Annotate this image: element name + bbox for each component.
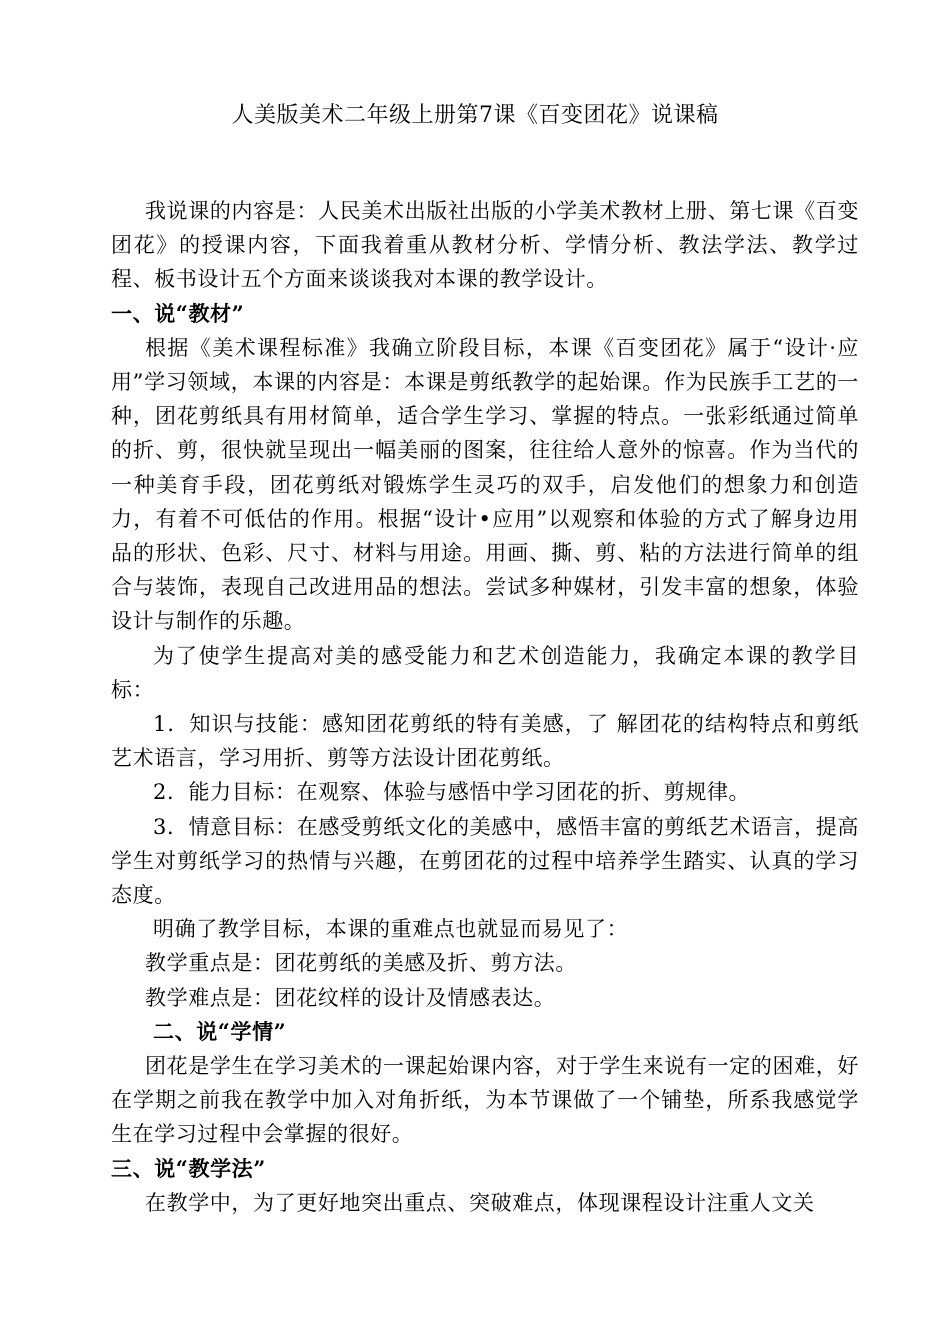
textbook-paragraph: 根据《美术课程标准》我确立阶段目标，本课《百变团花》属于“设计·应用”学习领域，本课的内容是：本课是剪纸教学的起始课。作为民族手工艺的一种，团花剪纸具有用材简单，适合学生学习、掌握的特点。一张彩纸通过简单的折、剪，很快就呈现出一幅美丽的图案，往往给人意外的惊喜。作为当代的一种美育手段，团花剪纸对锻炼学生灵巧的双手，启发他们的想象力和创造力，有着不可低估的作用。根据“设计•应用”以观察和体验的方式了解身边用品的形状、色彩、尺寸、材料与用途。用画、撕、剪、粘的方法进行简单的组合与装饰，表现自己改进用品的想法。尝试多种媒材，引发丰富的想象，体验设计与制作的乐趣。 xyxy=(111,335,859,634)
objectives-intro-paragraph: 为了使学生提高对美的感受能力和艺术创造能力，我确定本课的教学目标： xyxy=(111,643,859,702)
students-paragraph: 团花是学生在学习美术的一课起始课内容，对于学生来说有一定的困难，好在学期之前我在教学中加入对角折纸，为本节课做了一个铺垫，所系我感觉学生在学习过程中会掌握的很好。 xyxy=(111,1054,859,1147)
document-title: 人美版美术二年级上册第7课《百变团花》说课稿 xyxy=(231,103,719,128)
section-heading-methods: 三、说“教学法” xyxy=(111,1155,266,1181)
objective-knowledge: 1．知识与技能：感知团花剪纸的特有美感，了 解团花的结构特点和剪纸艺术语言，学习用折、剪等方法设计团花剪纸。 xyxy=(111,712,859,771)
objective-ability: 2．能力目标：在观察、体验与感悟中学习团花的折、剪规律。 xyxy=(153,780,751,805)
key-points-intro: 明确了教学目标，本课的重难点也就显而易见了： xyxy=(153,917,629,942)
objective-emotion: 3．情意目标：在感受剪纸文化的美感中，感悟丰富的剪纸艺术语言，提高学生对剪纸学习的热情与兴趣，在剪团花的过程中培养学生踏实、认真的学习态度。 xyxy=(111,814,859,908)
teaching-difficulty: 教学难点是：团花纹样的设计及情感表达。 xyxy=(145,985,556,1010)
methods-paragraph: 在教学中，为了更好地突出重点、突破难点，体现课程设计注重人文关 xyxy=(145,1190,815,1215)
intro-paragraph: 我说课的内容是：人民美术出版社出版的小学美术教材上册、第七课《百变团花》的授课内容，下面我着重从教材分析、学情分析、教法学法、教学过程、板书设计五个方面来谈谈我对本课的教学设计。 xyxy=(111,199,859,292)
section-heading-textbook: 一、说“教材” xyxy=(111,300,245,326)
teaching-key-point: 教学重点是：团花剪纸的美感及折、剪方法。 xyxy=(145,951,577,976)
section-heading-students: 二、说“学情” xyxy=(153,1018,287,1044)
document-body xyxy=(111,194,859,1220)
